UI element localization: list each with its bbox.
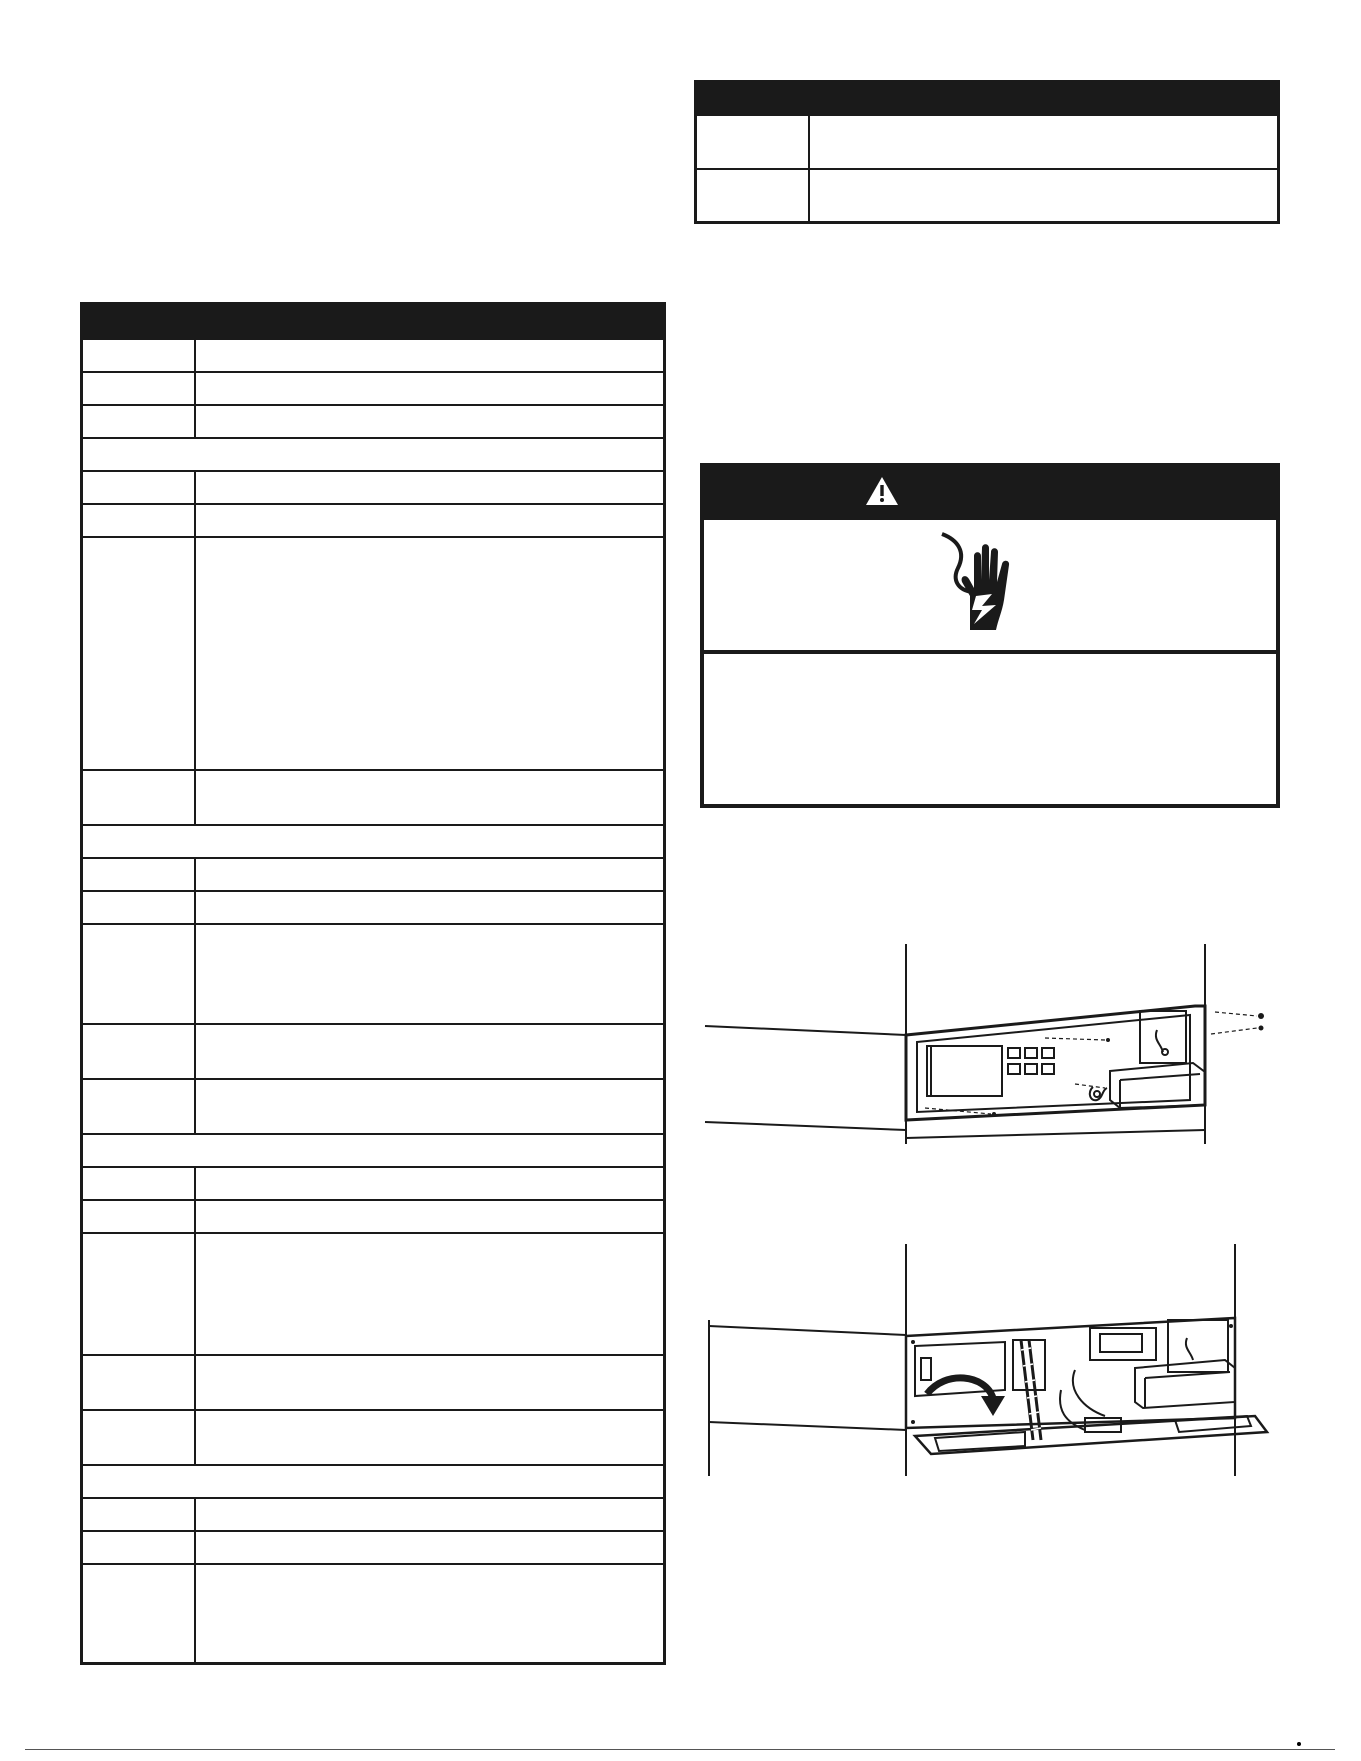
table-header [82, 304, 665, 339]
warning-body [704, 654, 1276, 804]
section-row [82, 825, 665, 858]
console-panel-open-figure [695, 1240, 1275, 1480]
warning-triangle-icon [864, 475, 900, 507]
section-row [82, 438, 665, 471]
table-row [82, 405, 665, 438]
table-row [82, 858, 665, 891]
footer-rule [25, 1749, 1335, 1750]
curved-arrow-icon [927, 1378, 1005, 1416]
table-row [82, 339, 665, 372]
table-row [82, 1355, 665, 1410]
right-spec-table [694, 80, 1280, 224]
warning-header [704, 467, 1276, 520]
table-cell [696, 115, 809, 169]
console-panel-removal-figure [695, 940, 1275, 1150]
table-cell [809, 115, 1279, 169]
table-row [82, 891, 665, 924]
warning-symbol-row [704, 520, 1276, 654]
table-row [82, 537, 665, 770]
left-spec-table [80, 302, 666, 1665]
section-row [82, 1134, 665, 1167]
table-row [82, 504, 665, 537]
table-row [82, 1531, 665, 1564]
table-cell [696, 169, 809, 223]
electrical-shock-hazard-icon [936, 530, 1016, 634]
table-row [82, 1498, 665, 1531]
table-row [82, 1233, 665, 1355]
table-row [82, 372, 665, 405]
table-row [82, 1024, 665, 1079]
table-row [82, 1167, 665, 1200]
warning-box [700, 463, 1280, 808]
table-row [82, 471, 665, 504]
page-mark [1297, 1742, 1301, 1746]
table-row [82, 1200, 665, 1233]
table-cell [809, 169, 1279, 223]
table-row [82, 770, 665, 825]
table-row [82, 1564, 665, 1664]
table-row [82, 1410, 665, 1465]
section-row [82, 1465, 665, 1498]
table-header [696, 82, 1279, 115]
table-row [82, 924, 665, 1024]
table-row [82, 1079, 665, 1134]
